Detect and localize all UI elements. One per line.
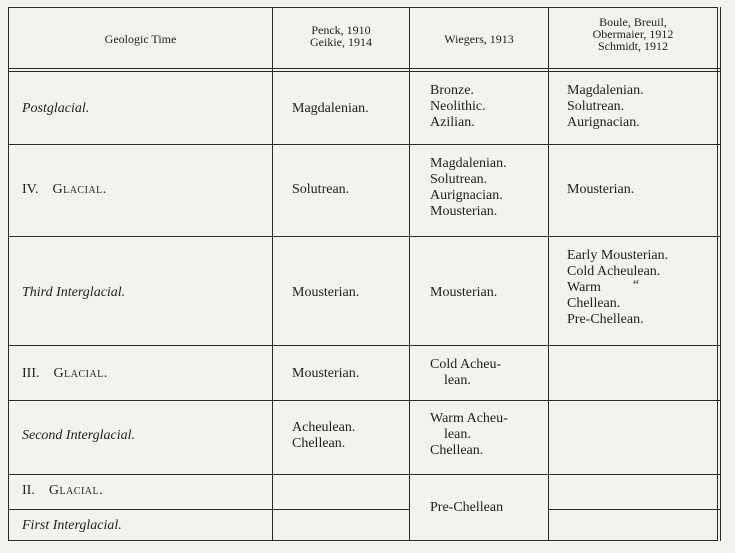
wiegers-second-interglacial [430,411,508,459]
wiegers-second-1: Warm Acheu- [430,411,508,426]
boule-postglacial-3: Aurignacian. [567,115,640,130]
table-frame-right-double-rule [717,7,721,541]
boule-third-1: Early Mousterian. [567,248,669,263]
penck-second-1: Acheulean. [292,420,356,435]
time-first-interglacial: First Interglacial. [22,518,122,533]
column-divider-1 [272,7,273,541]
header-geologic-time: Geologic Time [104,32,177,46]
header-rule-top [8,68,721,69]
boule-third-2: Cold Acheulean. [567,264,661,279]
row-rule-6b [548,509,721,510]
wiegers-postglacial-3: Azilian. [430,115,475,130]
wiegers-glacial-iv-3: Aurignacian. [430,188,503,203]
wiegers-second-3: Chellean. [430,443,484,458]
column-divider-2 [409,7,410,541]
wiegers-glacial-iv-4: Mousterian. [430,204,498,219]
wiegers-glacial-iv [430,156,507,220]
wiegers-glacial-iii [430,357,501,389]
wiegers-glacial-iv-1: Magdalenian. [430,156,507,171]
header-wiegers: Wiegers, 1913 [444,32,514,46]
row-rule-5a [8,474,721,475]
penck-postglacial: Magdalenian. [292,101,369,116]
wiegers-postglacial-2: Neolithic. [430,99,486,114]
glacial-label-ii: Glacial. [48,483,104,498]
wiegers-postglacial-1: Bronze. [430,83,474,98]
header-boule-line-2: Obermaier, 1912 [592,27,674,41]
wiegers-glacial-iv-2: Solutrean. [430,172,488,187]
wiegers-third-interglacial: Mousterian. [430,285,498,300]
time-second-interglacial: Second Interglacial. [22,428,136,443]
row-rule-4 [8,400,721,401]
boule-postglacial [567,83,644,131]
penck-second-2: Chellean. [292,436,346,451]
penck-glacial-iii: Mousterian. [292,366,360,381]
numeral-iv: IV. [22,182,39,197]
wiegers-glacial-iii-2: lean. [444,373,471,388]
row-rule-1 [8,144,721,145]
time-glacial-iii [22,366,108,382]
row-rule-2 [8,236,721,237]
header-boule-line-3: Schmidt, 1912 [597,39,668,53]
penck-second-interglacial [292,420,355,452]
numeral-iii: III. [22,366,40,381]
time-glacial-ii [22,483,103,499]
header-rule-bottom [8,71,721,72]
boule-third-4: Chellean. [567,296,621,311]
time-glacial-iv [22,182,107,198]
header-geikie: Geikie, 1914 [310,35,372,49]
glacial-label-iii: Glacial. [53,366,108,381]
penck-third-interglacial: Mousterian. [292,285,360,300]
row-rule-3 [8,345,721,346]
boule-glacial-iv: Mousterian. [567,182,635,197]
header-penck: Penck, 1910 [311,23,371,37]
wiegers-pre-chellean: Pre-Chellean [430,500,504,515]
wiegers-second-2: lean. [444,427,471,442]
row-rule-6a [8,509,409,510]
numeral-ii: II. [22,483,35,498]
header-penck-geikie [273,24,409,48]
boule-third-5: Pre-Chellean. [567,312,644,327]
header-boule-breuil [549,16,717,52]
boule-third-interglacial [567,248,668,328]
boule-third-3 [567,280,668,296]
boule-third-warm: Warm [567,280,601,295]
wiegers-glacial-iii-1: Cold Acheu- [430,357,502,372]
header-boule-line-1: Boule, Breuil, [599,15,667,29]
wiegers-postglacial [430,83,486,131]
time-third-interglacial: Third Interglacial. [22,285,126,300]
penck-glacial-iv: Solutrean. [292,182,350,197]
boule-postglacial-1: Magdalenian. [567,83,644,98]
column-divider-3 [548,7,549,541]
boule-third-ditto: “ [632,278,640,293]
glacial-label-iv: Glacial. [52,182,107,197]
time-postglacial: Postglacial. [22,101,90,116]
boule-postglacial-2: Solutrean. [567,99,625,114]
